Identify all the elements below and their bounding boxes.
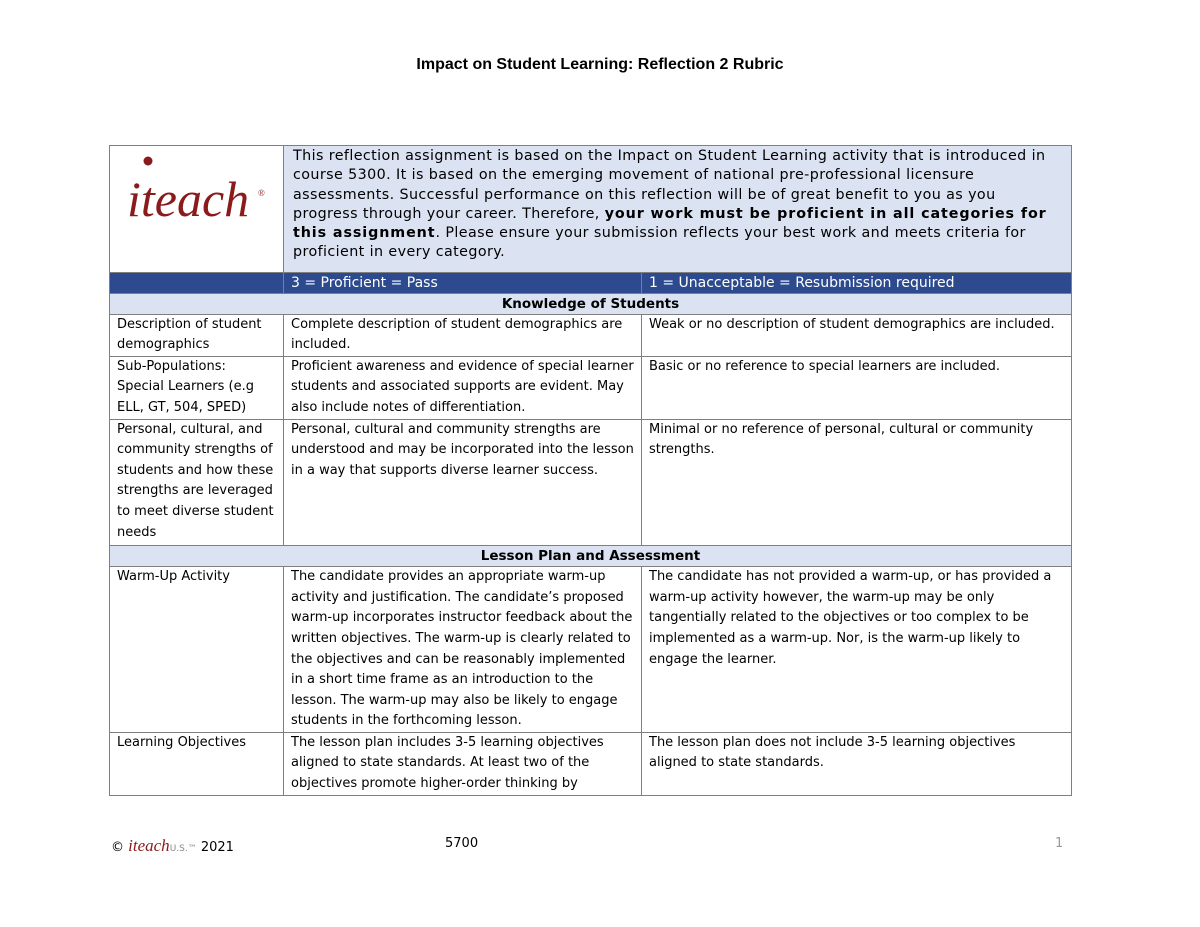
iteach-logo [110, 146, 284, 264]
proficient-cell: The candidate provides an appropriate warm-up activity and justification. The candidate’s proposed warm-up incorporates instructor feedback about the written objectives. The warm-up is clearly related to the objectives and can be reasonably implemented in a short time frame as an introduction to the lesson. The warm-up may also be likely to engage students in the forthcoming lesson. [284, 567, 642, 733]
section-title: Knowledge of Students [110, 293, 1072, 314]
footer-year: 2021 [200, 840, 234, 855]
criterion-cell: Learning Objectives [110, 732, 284, 795]
intro-text: This reflection assignment is based on the Impact on Student Learning activity that is introduced in course 5300. It is based on the emerging movement of national pre-professional licensure assessments. Successful performance on this reflection will be of great benefit to you as you progress through your career. Therefore, your work must be proficient in all categories for this assignment. Please ensure your submission reflects your best work and meets criteria for proficient in every category. [284, 146, 1072, 273]
header-proficient: 3 = Proficient = Pass [284, 272, 642, 293]
footer-logo: iteach [128, 836, 170, 855]
header-unacceptable: 1 = Unacceptable = Resubmission required [642, 272, 1072, 293]
criterion-cell: Sub-Populations: Special Learners (e.g ELL, GT, 504, SPED) [110, 356, 284, 419]
proficient-cell: The lesson plan includes 3-5 learning objectives aligned to state standards. At least two of the objectives promote higher-order thinking by [284, 732, 642, 795]
header-criterion [110, 272, 284, 293]
unacceptable-cell: Minimal or no reference of personal, cultural or community strengths. [642, 419, 1072, 546]
footer-copyright [111, 836, 234, 856]
table-row [110, 732, 1072, 795]
rubric-header-row [110, 272, 1072, 293]
logo-registered-mark: ® [258, 188, 265, 198]
unacceptable-cell: Basic or no reference to special learners are included. [642, 356, 1072, 419]
logo-wordmark: iteach [127, 171, 250, 227]
footer-logo-suffix: U.S.™ [169, 844, 197, 854]
intro-emphasis: your work must be proficient in all categories for this assignment [293, 205, 1047, 242]
criterion-cell: Personal, cultural, and community strengths of students and how these strengths are leveraged to meet diverse student needs [110, 419, 284, 546]
page-number: 1 [1055, 836, 1064, 851]
copyright-symbol: © [111, 840, 124, 855]
criterion-cell: Warm-Up Activity [110, 567, 284, 733]
proficient-cell: Complete description of student demographics are included. [284, 314, 642, 356]
document-title: Impact on Student Learning: Reflection 2 Rubric [416, 56, 784, 73]
section-header [110, 293, 1072, 314]
table-row [110, 567, 1072, 733]
unacceptable-cell: The lesson plan does not include 3-5 learning objectives aligned to state standards. [642, 732, 1072, 795]
table-row [110, 314, 1072, 356]
footer-course: 5700 [445, 836, 479, 851]
unacceptable-cell: The candidate has not provided a warm-up, or has provided a warm-up activity however, the warm-up may be only tangentially related to the objectives or too complex to be implemented as a warm-up. Nor, is the warm-up likely to engage the learner. [642, 567, 1072, 733]
section-header [110, 546, 1072, 567]
section-title: Lesson Plan and Assessment [110, 546, 1072, 567]
intro-row [110, 146, 1072, 273]
unacceptable-cell: Weak or no description of student demographics are included. [642, 314, 1072, 356]
rubric-table [109, 145, 1072, 796]
logo-dot-icon [144, 157, 153, 166]
criterion-cell: Description of student demographics [110, 314, 284, 356]
table-row [110, 356, 1072, 419]
table-row [110, 419, 1072, 546]
proficient-cell: Personal, cultural and community strengths are understood and may be incorporated into the lesson in a way that supports diverse learner success. [284, 419, 642, 546]
logo-cell [110, 146, 284, 273]
proficient-cell: Proficient awareness and evidence of special learner students and associated supports are evident. May also include notes of differentiation. [284, 356, 642, 419]
